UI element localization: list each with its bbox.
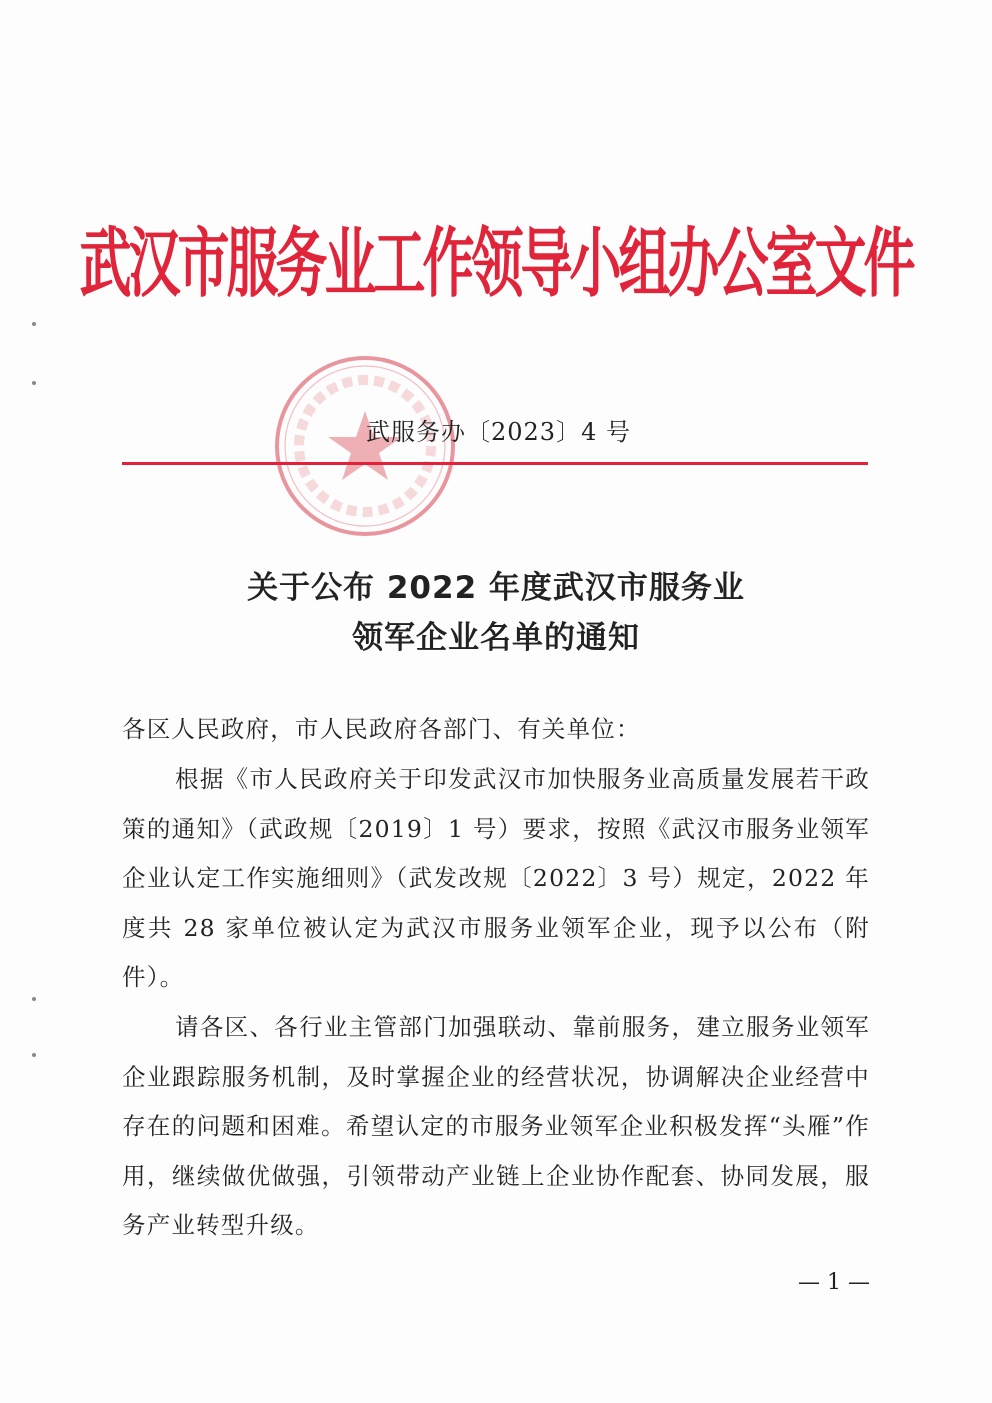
issuer-masthead: 武汉市服务业工作领导小组办公室文件: [79, 220, 913, 308]
binding-hole-mark: [32, 322, 36, 326]
notice-title-line-2: 领军企业名单的通知: [352, 620, 640, 656]
body-paragraph-2: 请各区、各行业主管部门加强联动、靠前服务，建立服务业领军企业跟踪服务机制，及时掌握企业的经营状况，协调解决企业经营中存在的问题和困难。希望认定的市服务业领军企业积极发挥“头雁”作用，继续做优做强，引领带动产业链上企业协作配套、协同发展，服务产业转型升级。: [122, 1013, 870, 1239]
body-paragraph-1: 根据《市人民政府关于印发武汉市加快服务业高质量发展若干政策的通知》（武政规〔2019〕1 号）要求，按照《武汉市服务业领军企业认定工作实施细则》（武发改规〔2022〕3 号）规定，2022 年度共 28 家单位被认定为武汉市服务业领军企业，现予以公布（附件）。: [122, 765, 870, 991]
binding-hole-mark: [32, 1053, 36, 1057]
page-number: — 1 —: [798, 1270, 870, 1295]
binding-hole-mark: [32, 997, 36, 1001]
document-number: 武服务办〔2023〕4 号: [366, 418, 631, 446]
red-divider-line: [122, 462, 868, 465]
binding-hole-mark: [32, 381, 36, 385]
salutation: 各区人民政府，市人民政府各部门、有关单位：: [122, 715, 641, 743]
notice-title-line-1: 关于公布 2022 年度武汉市服务业: [247, 570, 745, 606]
